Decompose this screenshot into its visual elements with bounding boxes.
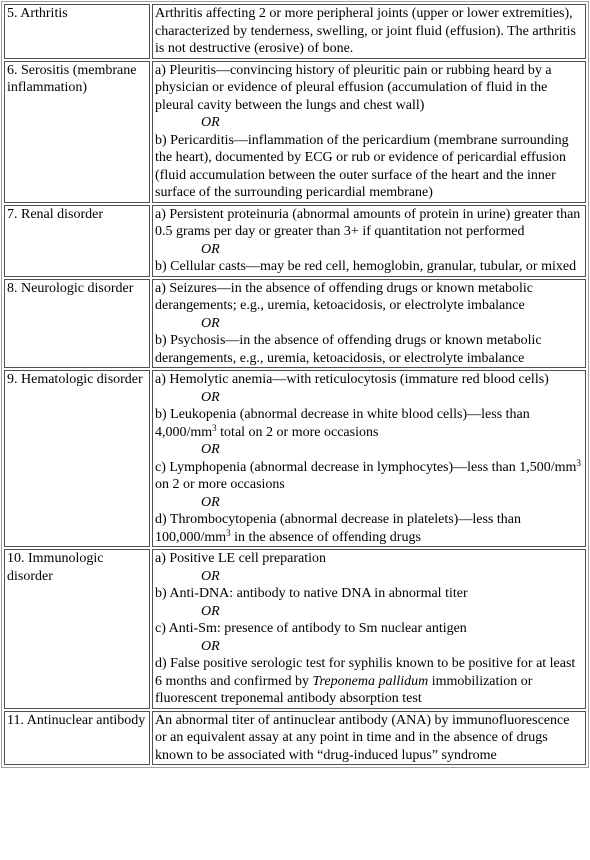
definition-option-a: a) Hemolytic anemia—with reticulocytosis (immature red blood cells) <box>155 372 549 387</box>
table-row <box>4 205 586 277</box>
definition-option-b: b) Cellular casts—may be red cell, hemoglobin, granular, tubular, or mixed <box>155 259 577 274</box>
or-separator: OR <box>201 494 220 510</box>
table-row <box>4 61 586 203</box>
definition-option-d <box>155 655 583 708</box>
superscript: 3 <box>576 457 581 468</box>
definition-option-a: a) Positive LE cell preparation <box>155 551 327 566</box>
or-separator: OR <box>201 638 220 654</box>
definition-text: Arthritis affecting 2 or more peripheral joints (upper or lower extremities), characterized by tenderness, swelling, or joint fluid (effusion). The arthritis is not destructive (erosive) of bone. <box>155 6 576 56</box>
definition-option-d <box>155 511 583 546</box>
criterion-name: 10. Immunologic disorder <box>4 549 150 709</box>
definition-text: An abnormal titer of antinuclear antibody (ANA) by immunofluorescence or an equivalent assay at any point in time and in the absence of drugs known to be associated with “drug-induced lupus” syndrome <box>155 712 570 763</box>
option-text: immobilization or fluorescent treponemal antibody absorption test <box>155 673 533 706</box>
criterion-name: 9. Hematologic disorder <box>4 370 150 547</box>
option-text: c) Lymphopenia (abnormal decrease in lymphocytes)—less than 1,500/mm <box>155 459 577 475</box>
or-separator: OR <box>201 389 220 405</box>
option-text: total on 2 or more occasions <box>216 424 379 440</box>
superscript: 3 <box>226 527 231 538</box>
table-row <box>4 279 586 369</box>
option-text: d) Thrombocytopenia (abnormal decrease in platelets)—less than 100,000/mm <box>155 512 521 545</box>
definition-option-c: c) Anti-Sm: presence of antibody to Sm nuclear antigen <box>155 621 467 636</box>
or-separator: OR <box>201 568 220 584</box>
option-text: b) Leukopenia (abnormal decrease in white blood cells)—less than 4,000/mm <box>155 407 530 440</box>
table-row <box>4 4 586 59</box>
definition-option-b: b) Psychosis—in the absence of offending drugs or known metabolic derangements, e.g., uremia, ketoacidosis, or electrolyte imbalance <box>155 333 542 366</box>
definition-option-a: a) Pleuritis—convincing history of pleuritic pain or rubbing heard by a physician or evidence of pleural effusion (accumulation of fluid in the pleural cavity between the lungs and chest wall) <box>155 62 552 113</box>
or-separator: OR <box>201 442 220 457</box>
or-separator: OR <box>201 315 220 331</box>
criterion-definition <box>152 279 586 369</box>
criterion-definition <box>152 549 586 709</box>
option-text: on 2 or more occasions <box>155 477 285 492</box>
criterion-name: 11. Antinuclear antibody <box>4 711 150 766</box>
or-separator: OR <box>201 115 220 130</box>
criterion-name: 8. Neurologic disorder <box>4 279 150 369</box>
criterion-name: 7. Renal disorder <box>4 205 150 277</box>
definition-option-b: b) Anti-DNA: antibody to native DNA in abnormal titer <box>155 586 468 601</box>
option-text: d) False positive serologic test for syphilis known to be positive for at least 6 months and confirmed by <box>155 656 576 689</box>
table-row <box>4 549 586 709</box>
criterion-definition <box>152 4 586 59</box>
definition-option-a: a) Persistent proteinuria (abnormal amounts of protein in urine) greater than 0.5 grams per day or greater than 3+ if quantitation not performed <box>155 206 581 239</box>
italic-term: Treponema pallidum <box>312 673 429 689</box>
or-separator: OR <box>201 241 220 257</box>
criterion-definition <box>152 205 586 277</box>
criterion-definition <box>152 61 586 203</box>
definition-option-b <box>155 406 583 441</box>
table-row <box>4 711 586 766</box>
superscript: 3 <box>212 422 217 433</box>
criterion-definition <box>152 370 586 547</box>
table-row <box>4 370 586 547</box>
criteria-table <box>1 1 589 768</box>
option-text: in the absence of offending drugs <box>230 529 421 545</box>
criterion-name: 6. Serositis (membrane inflammation) <box>4 61 150 203</box>
criterion-definition <box>152 711 586 766</box>
or-separator: OR <box>201 603 220 619</box>
definition-option-a: a) Seizures—in the absence of offending drugs or known metabolic derangements; e.g., uremia, ketoacidosis, or electrolyte imbalance <box>155 280 534 313</box>
definition-option-c <box>155 459 583 494</box>
definition-option-b: b) Pericarditis—inflammation of the pericardium (membrane surrounding the heart), documented by ECG or rub or evidence of pericardial effusion (fluid accumulation between the outer surface of the heart and the inner surface of the surrounding pericardial membrane) <box>155 132 569 200</box>
criterion-name: 5. Arthritis <box>4 4 150 59</box>
